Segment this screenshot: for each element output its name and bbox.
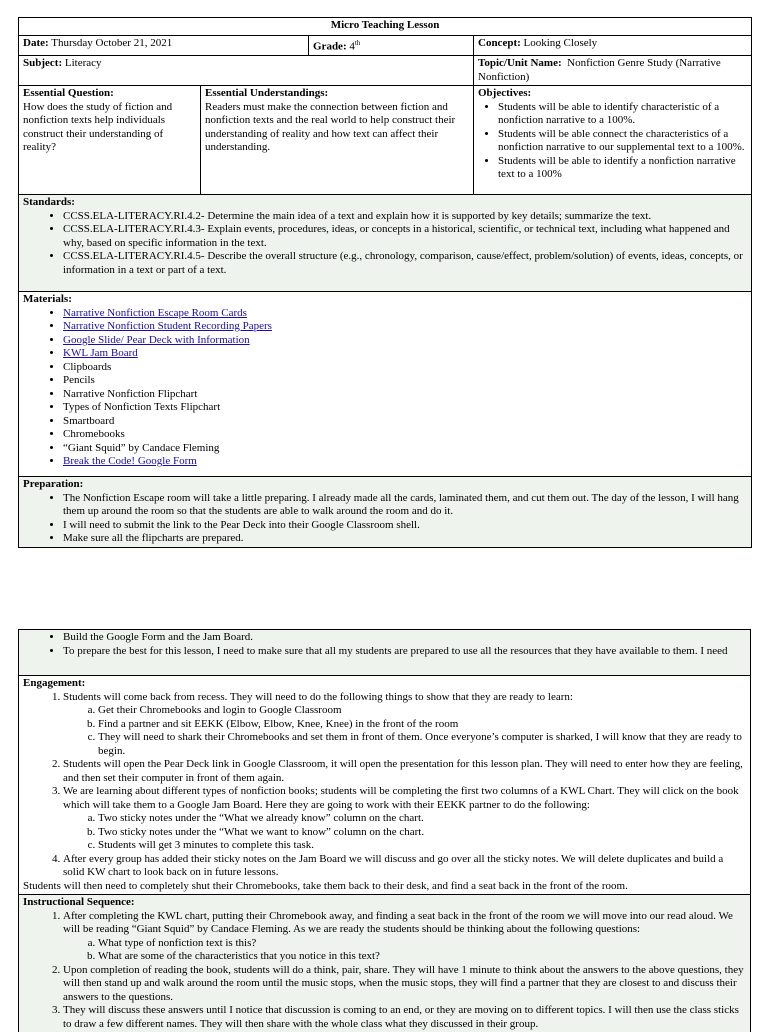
list-item: • The Nonfiction Escape room will take a little preparing. I already made all the cards, laminated them, and cut them out. The day of the lesson, I will hang them up around the room so that the students are able to walk around the room and do it. <box>63 492 747 519</box>
standards-cell: Standards: • CCSS.ELA-LITERACY.RI.4.2- Determine the main idea of a text and explain how it is supported by key details; summarize the text. • CCSS.ELA-LITERACY.RI.4.3- Explain events, procedures, ideas, or concepts in a historical, scientific, or technical text, including what happened and why, based on specific information in the text. • CCSS.ELA-LITERACY.RI.4.5- Describe the overall structure (e.g., chronology, comparison, cause/effect, problem/solution) of events, ideas, concepts, or information in a text or part of a text. <box>19 195 752 292</box>
list-item: • Students will be able to identify characteristic of a nonfiction narrative to a 100%. <box>498 101 747 128</box>
topic-cell: Topic/Unit Name: Nonfiction Genre Study (Narrative Nonfiction) <box>474 56 752 86</box>
list-item: • Smartboard <box>63 415 747 429</box>
grade-value: 4 <box>349 41 355 53</box>
subject-cell: Subject: Literacy <box>19 56 474 86</box>
list-item: • To prepare the best for this lesson, I need to make sure that all my students are prepared to use all the resources that they have available to them. I need <box>63 645 746 659</box>
list-item: 1. After completing the KWL chart, putting their Chromebook away, and finding a seat back in the front of the room we will move into our read aloud. We will be reading “Giant Squid” by Candace Fleming. As we are ready the students should be thinking about the following questions: a. What type of nonfiction text is this? b. What are some of the characteristics that you notice in this text? <box>63 910 746 964</box>
essential-question-cell: Essential Question: How does the study of fiction and nonfiction texts help individuals construct their understanding of reality? <box>19 86 201 195</box>
material-link[interactable]: KWL Jam Board <box>63 347 138 359</box>
page-title: Micro Teaching Lesson <box>19 18 752 36</box>
preparation-cell: Preparation: • The Nonfiction Escape room will take a little preparing. I already made all the cards, laminated them, and cut them out. The day of the lesson, I will hang them up around the room so that the students are able to walk around the room and do it. • I will need to submit the link to the Pear Deck into their Google Classroom shell. • Make sure all the flipcharts are prepared. <box>19 477 752 548</box>
list-item: • CCSS.ELA-LITERACY.RI.4.5- Describe the overall structure (e.g., chronology, comparison, cause/effect, problem/solution) of events, ideas, concepts, or information in a text or part of a text. <box>63 250 747 277</box>
list-item: a. Two sticky notes under the “What we already know” column on the chart. <box>98 812 746 826</box>
essential-understandings-cell: Essential Understandings: Readers must make the connection between fiction and nonfiction texts and the real world to help construct their understanding of reality and how text can affect their understanding. <box>201 86 474 195</box>
list-item: 3. They will discuss these answers until I notice that discussion is coming to an end, or they are moving on to different topics. I will then use the class sticks to draw a few different names. They will then share with the whole class what they discussed in their group. <box>63 1004 746 1031</box>
material-link[interactable]: Break the Code! Google Form <box>63 455 197 467</box>
material-link[interactable]: Narrative Nonfiction Student Recording Papers <box>63 320 272 332</box>
materials-cell: Materials: • Narrative Nonfiction Escape Room Cards • Narrative Nonfiction Student Recording Papers • Google Slide/ Pear Deck with Information • KWL Jam Board • Clipboards • Pencils • Narrative Nonfiction Flipchart • Types of Nonfiction Texts Flipchart • Smartboard • Chromebooks • “Giant Squid” by Candace Fleming • Break the Code! Google Form <box>19 292 752 477</box>
instructional-steps <box>23 910 746 1032</box>
concept-cell: Concept: Looking Closely <box>474 36 752 56</box>
list-item: • Clipboards <box>63 361 747 375</box>
standards-list <box>23 210 747 278</box>
instructional-sequence-cell: Instructional Sequence: 1. After completing the KWL chart, putting their Chromebook away, and finding a seat back in the front of the room we will move into our read aloud. We will be reading “Giant Squid” by Candace Fleming. As we are ready the students should be thinking about the following questions: a. What type of nonfiction text is this? b. What are some of the characteristics that you notice in this text? 2. Upon completion of reading the book, students will do a think, pair, share. They will have 1 minute to think about the answers to the above questions, they will then stand up and walk around the room until the music stops, when the music stops, they will find a partner that they are closest to and discuss their answers to the questions. 3. They will discuss these answers until I notice that discussion is coming to an end, or they are moving on to different topics. I will then use the class sticks to draw a few different names. They will then share with the whole class what they discussed in their group. <box>19 895 751 1032</box>
preparation-list <box>23 492 747 546</box>
objectives-list <box>478 101 747 182</box>
list-item: 2. Upon completion of reading the book, students will do a think, pair, share. They will have 1 minute to think about the answers to the above questions, they will then stand up and walk around the room until the music stops, when the music stops, they will find a partner that they are closest to and discuss their answers to the questions. <box>63 964 746 1005</box>
topic-value: Nonfiction Genre Study (Narrative Nonfiction) <box>478 57 721 83</box>
grade-cell: Grade: 4th <box>309 36 474 56</box>
engagement-cell: Engagement: 1. Students will come back from recess. They will need to do the following things to show that they are ready to learn: a. Get their Chromebooks and login to Google Classroom b. Find a partner and sit EEKK (Elbow, Elbow, Knee, Knee) in the front of the room c. They will need to shark their Chromebooks and set them in front of them. Once everyone’s computer is sharked, I will know that they are ready to begin. 2. Students will open the Pear Deck link in Google Classroom, it will open the presentation for this lesson plan. They will need to enter how they are feeling, and then set their computer in front of them again. 3. We are learning about different types of nonfiction books; students will be completing the first two columns of a KWL Chart. They will click on the book which will take them to a Google Jam Board. Here they are going to work with their EEKK partner to do the following: a. Two sticky notes under the “What we already know” column on the chart. b. Two sticky notes under the “What we want to know” column on the chart. c. Students will get 3 minutes to complete this task. 4. After every group has added their sticky notes on the Jam Board we will discuss and go over all the sticky notes. We will delete duplicates and build a solid KW chart to look back on in future lessons. Students will then need to completely shut their Chromebooks, take them back to their desk, and find a seat back in the front of the room. <box>19 676 751 895</box>
material-link[interactable]: Narrative Nonfiction Escape Room Cards <box>63 307 247 319</box>
list-item: 4. After every group has added their sticky notes on the Jam Board we will discuss and go over all the sticky notes. We will delete duplicates and build a solid KW chart to look back on in future lessons. <box>63 853 746 880</box>
list-item: • Narrative Nonfiction Flipchart <box>63 388 747 402</box>
list-item: • CCSS.ELA-LITERACY.RI.4.3- Explain events, procedures, ideas, or concepts in a historical, scientific, or technical text, including what happened and why, based on specific information in the text. <box>63 223 747 250</box>
list-item: c. They will need to shark their Chromebooks and set them in front of them. Once everyone’s computer is sharked, I will know that they are ready to begin. <box>98 731 746 758</box>
lesson-plan-page-2 <box>18 629 751 1032</box>
list-item: • CCSS.ELA-LITERACY.RI.4.2- Determine the main idea of a text and explain how it is supported by key details; summarize the text. <box>63 210 747 224</box>
list-item: • Types of Nonfiction Texts Flipchart <box>63 401 747 415</box>
subject-value: Literacy <box>65 57 102 69</box>
list-item: • Students will be able connect the characteristics of a nonfiction narrative to our supplemental text to a 100%. <box>498 128 747 155</box>
material-link[interactable]: Google Slide/ Pear Deck with Information <box>63 334 250 346</box>
lesson-plan-page-1 <box>18 17 751 548</box>
list-item: • Students will be able to identify a nonfiction narrative text to a 100% <box>498 155 747 182</box>
lesson-table <box>18 17 752 548</box>
list-item: b. Two sticky notes under the “What we want to know” column on the chart. <box>98 826 746 840</box>
materials-list <box>23 307 747 469</box>
date-value: Thursday October 21, 2021 <box>51 37 172 49</box>
date-cell: Date: Thursday October 21, 2021 <box>19 36 309 56</box>
list-item: b. What are some of the characteristics that you notice in this text? <box>98 950 746 964</box>
list-item: 3. We are learning about different types of nonfiction books; students will be completing the first two columns of a KWL Chart. They will click on the book which will take them to a Google Jam Board. Here they are going to work with their EEKK partner to do the following: a. Two sticky notes under the “What we already know” column on the chart. b. Two sticky notes under the “What we want to know” column on the chart. c. Students will get 3 minutes to complete this task. <box>63 785 746 853</box>
concept-value: Looking Closely <box>524 37 598 49</box>
list-item: a. What type of nonfiction text is this? <box>98 937 746 951</box>
list-item: • “Giant Squid” by Candace Fleming <box>63 442 747 456</box>
objectives-cell: Objectives: • Students will be able to identify characteristic of a nonfiction narrative to a 100%. • Students will be able connect the characteristics of a nonfiction narrative to our supplemental text to a 100%. • Students will be able to identify a nonfiction narrative text to a 100% <box>474 86 752 195</box>
list-item: 1. Students will come back from recess. They will need to do the following things to show that they are ready to learn: a. Get their Chromebooks and login to Google Classroom b. Find a partner and sit EEKK (Elbow, Elbow, Knee, Knee) in the front of the room c. They will need to shark their Chromebooks and set them in front of them. Once everyone’s computer is sharked, I will know that they are ready to begin. <box>63 691 746 759</box>
list-item: c. Students will get 3 minutes to complete this task. <box>98 839 746 853</box>
essential-understandings-text: Readers must make the connection between fiction and nonfiction texts and the real world to help construct their understanding of reality and how text can affect their understanding. <box>205 101 469 155</box>
essential-question-text: How does the study of fiction and nonfiction texts help individuals construct their understanding of reality? <box>23 101 196 155</box>
engagement-closing: Students will then need to completely shut their Chromebooks, take them back to their desk, and find a seat back in the front of the room. <box>23 880 746 894</box>
list-item: 2. Students will open the Pear Deck link in Google Classroom, it will open the presentation for this lesson plan. They will need to enter how they are feeling, and then set their computer in front of them again. <box>63 758 746 785</box>
lesson-table-continued <box>18 629 751 1032</box>
list-item: • Make sure all the flipcharts are prepared. <box>63 532 747 546</box>
list-item: • Pencils <box>63 374 747 388</box>
list-item: • I will need to submit the link to the Pear Deck into their Google Classroom shell. <box>63 519 747 533</box>
preparation-continued-cell <box>19 630 751 676</box>
list-item: a. Get their Chromebooks and login to Google Classroom <box>98 704 746 718</box>
list-item: b. Find a partner and sit EEKK (Elbow, Elbow, Knee, Knee) in the front of the room <box>98 718 746 732</box>
list-item: • Build the Google Form and the Jam Board. <box>63 631 746 645</box>
engagement-steps <box>23 691 746 880</box>
preparation-continued-list <box>23 631 746 658</box>
list-item: • Chromebooks <box>63 428 747 442</box>
